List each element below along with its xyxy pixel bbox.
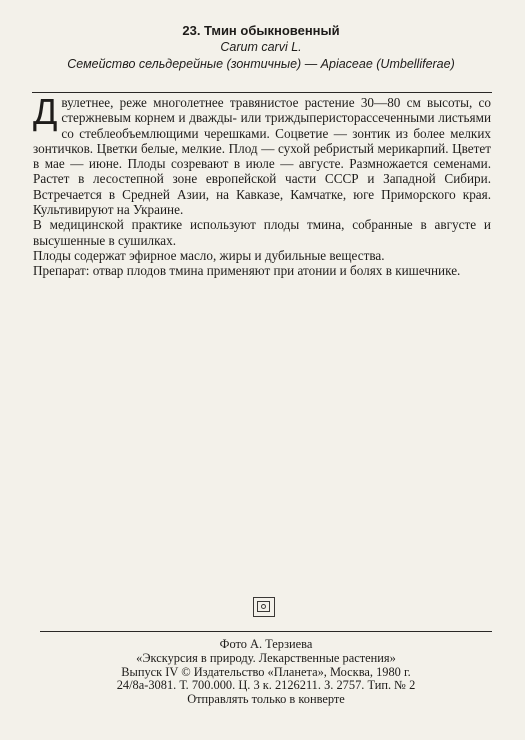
description-paragraph bbox=[33, 91, 491, 218]
drop-cap: Д bbox=[33, 91, 58, 132]
usage-paragraph: В медицинской практике используют плоды тмина, собранные в августе и высушенные в сушилках. bbox=[33, 217, 491, 248]
description-body bbox=[33, 91, 491, 279]
header-divider bbox=[32, 92, 492, 93]
series-title: «Экскурсия в природу. Лекарственные растения» bbox=[136, 650, 396, 665]
publisher-line: Выпуск IV © Издательство «Планета», Москва, 1980 г. bbox=[121, 664, 411, 679]
latin-name: Carum carvi L. bbox=[220, 40, 302, 54]
description-text: вулетнее, реже многолетнее травянистое растение 30—80 см высоты, со стержневым корнем и дважды- или триждыперисторассеченными листьями со стеблеобъемлющими черешками. Соцветие — зонтик из более мелких зонтичков. Цветки белые, мелкие. Плод — сухой ребристый мерикарпий. Цветет в мае — июне. Плоды созревают в июле — августе. Размножается семенами. Растет в лесостепной зоне европейской части СССР и Западной Сибири. Встречается в Средней Азии, на Кавказе, Камчатке, юге Приморского края. Культивируют на Украине. bbox=[33, 95, 491, 218]
plant-title: 23. Тмин обыкновенный bbox=[182, 23, 340, 38]
imprint bbox=[40, 638, 492, 707]
emblem-center bbox=[261, 604, 266, 609]
footer-divider bbox=[40, 631, 492, 632]
photo-credit: Фото А. Терзиева bbox=[219, 637, 313, 651]
print-details: 24/8а-3081. Т. 700.000. Ц. 3 к. 2126211. З. 2757. Тип. № 2 bbox=[116, 678, 416, 693]
composition-paragraph: Плоды содержат эфирное масло, жиры и дубильные вещества. bbox=[33, 247, 385, 263]
header bbox=[30, 22, 492, 73]
mailing-note: Отправлять только в конверте bbox=[187, 692, 345, 707]
preparation-paragraph: Препарат: отвар плодов тмина применяют при атонии и болях в кишечнике. bbox=[33, 263, 461, 279]
publisher-emblem-icon bbox=[253, 597, 275, 617]
plant-family: Семейство сельдерейные (зонтичные) — Apiaceae (Umbelliferae) bbox=[67, 57, 455, 71]
